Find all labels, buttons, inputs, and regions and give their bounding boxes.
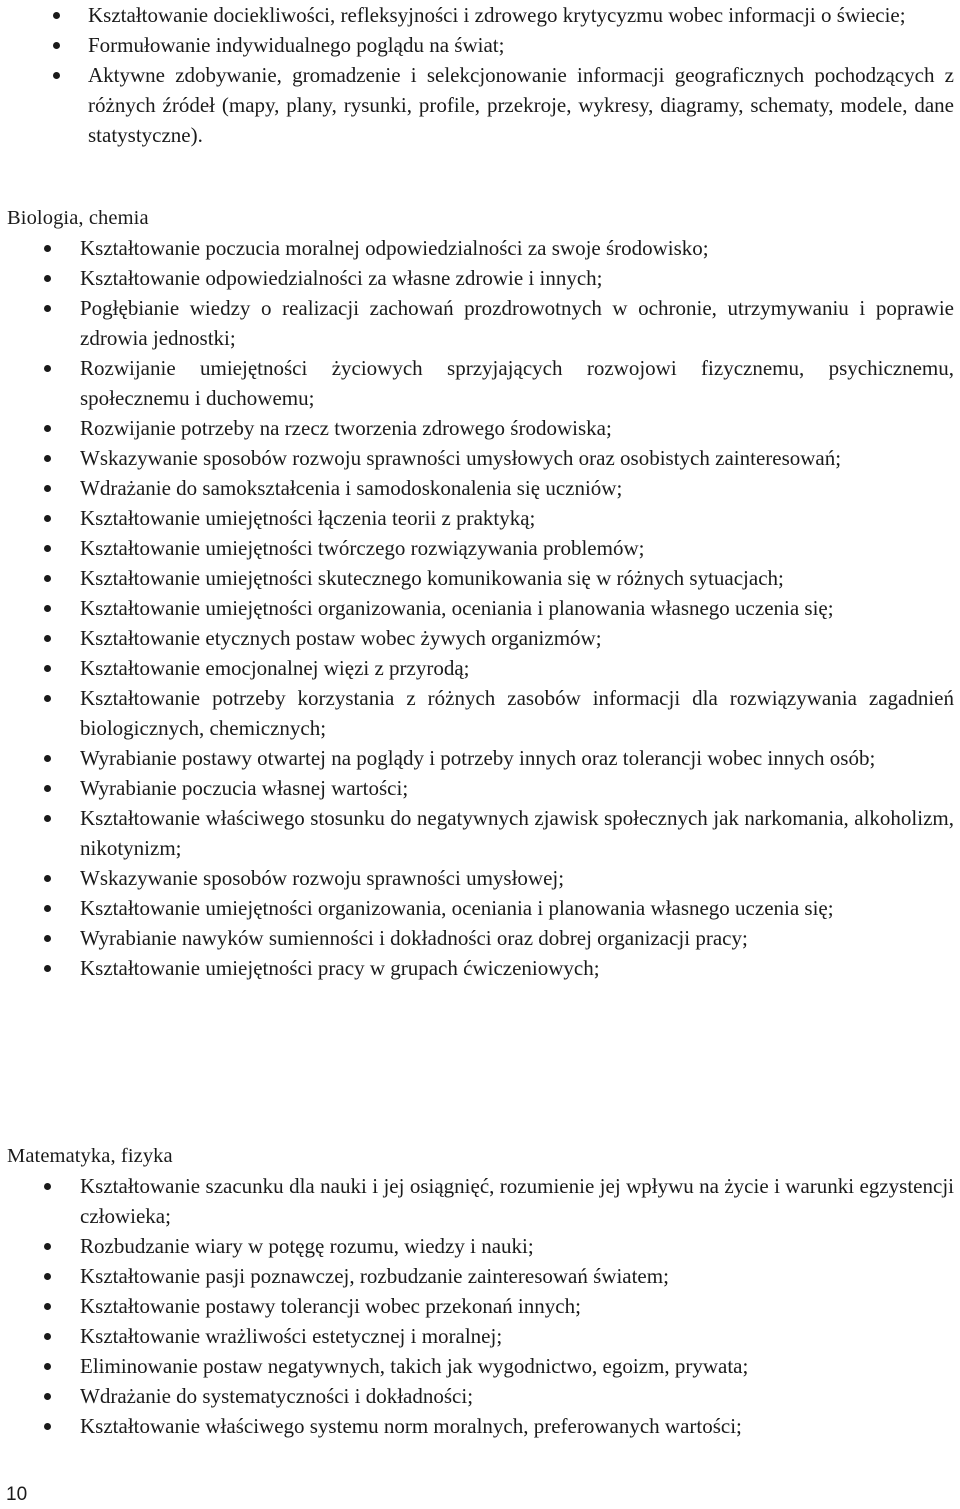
section-heading: Biologia, chemia [7,207,149,229]
list-item-text: Rozbudzanie wiary w potęgę rozumu, wiedzy i nauki; [80,1234,534,1258]
list-item-text: Wyrabianie nawyków sumienności i dokładności oraz dobrej organizacji pracy; [80,926,748,950]
bullet-icon [44,695,51,702]
list-item [0,293,960,353]
list-item [0,863,960,893]
list-item-text: Kształtowanie potrzeby korzystania z różnych zasobów informacji dla rozwiązywania zagadnień biologicznych, chemicznych; [80,686,954,740]
list-item [0,743,960,773]
bullet-icon [44,275,51,282]
list-item-text: Eliminowanie postaw negatywnych, takich jak wygodnictwo, egoizm, prywata; [80,1354,749,1378]
bullet-icon [44,755,51,762]
list-item [0,683,960,743]
bullet-icon [53,12,60,19]
bullet-icon [44,905,51,912]
bullet-icon [44,365,51,372]
list-item-text: Rozwijanie potrzeby na rzecz tworzenia zdrowego środowiska; [80,416,612,440]
list-item-text: Kształtowanie umiejętności organizowania, oceniania i planowania własnego uczenia się; [80,596,834,620]
list-item [0,30,960,60]
bullet-icon [44,1183,51,1190]
bullet-icon [44,1393,51,1400]
list-item [0,923,960,953]
list-item [0,1291,960,1321]
list-item [0,623,960,653]
list-item-text: Kształtowanie emocjonalnej więzi z przyrodą; [80,656,470,680]
list-item [0,563,960,593]
list-item-text: Formułowanie indywidualnego poglądu na świat; [88,33,505,57]
list-item-text: Wskazywanie sposobów rozwoju sprawności umysłowych oraz osobistych zainteresowań; [80,446,842,470]
list-item [0,0,960,30]
bullet-icon [44,1363,51,1370]
list-item-text: Kształtowanie dociekliwości, refleksyjności i zdrowego krytycyzmu wobec informacji o świecie; [88,3,906,27]
list-item [0,1231,960,1261]
list-item-text: Pogłębianie wiedzy o realizacji zachowań prozdrowotnych w ochronie, utrzymywaniu i poprawie zdrowia jednostki; [80,296,954,350]
bullet-icon [44,575,51,582]
list-item-text: Kształtowanie postawy tolerancji wobec przekonań innych; [80,1294,581,1318]
bullet-icon [44,665,51,672]
bullet-icon [44,785,51,792]
list-item [0,263,960,293]
list-item [0,533,960,563]
bullet-icon [44,545,51,552]
list-item [0,653,960,683]
bullet-icon [44,305,51,312]
list-item [0,953,960,983]
section-heading: Matematyka, fizyka [7,1145,173,1167]
list-item [0,413,960,443]
bullet-icon [44,515,51,522]
bullet-icon [44,425,51,432]
list-item [0,1321,960,1351]
list-item [0,1351,960,1381]
bullet-icon [44,1303,51,1310]
list-item-text: Kształtowanie umiejętności pracy w grupach ćwiczeniowych; [80,956,600,980]
bullet-icon [44,1423,51,1430]
list-item-text: Kształtowanie umiejętności twórczego rozwiązywania problemów; [80,536,645,560]
biology-list [0,233,960,983]
list-item [0,353,960,413]
list-item-text: Kształtowanie etycznych postaw wobec żywych organizmów; [80,626,602,650]
bullet-icon [44,485,51,492]
bullet-icon [44,605,51,612]
list-item [0,473,960,503]
list-item [0,773,960,803]
list-item-text: Wyrabianie poczucia własnej wartości; [80,776,409,800]
list-item-text: Kształtowanie umiejętności łączenia teorii z praktyką; [80,506,536,530]
list-item-text: Kształtowanie pasji poznawczej, rozbudzanie zainteresowań światem; [80,1264,669,1288]
list-item [0,1381,960,1411]
list-item-text: Kształtowanie odpowiedzialności za własne zdrowie i innych; [80,266,603,290]
bullet-icon [44,1243,51,1250]
bullet-icon [53,42,60,49]
list-item [0,1261,960,1291]
list-item-text: Wskazywanie sposobów rozwoju sprawności umysłowej; [80,866,565,890]
list-item [0,593,960,623]
bullet-icon [44,935,51,942]
bullet-icon [44,245,51,252]
list-item-text: Kształtowanie właściwego stosunku do negatywnych zjawisk społecznych jak narkomania, alkoholizm, nikotynizm; [80,806,954,860]
bullet-icon [44,455,51,462]
list-item-text: Kształtowanie umiejętności organizowania, oceniania i planowania własnego uczenia się; [80,896,834,920]
list-item [0,893,960,923]
list-item-text: Wdrażanie do samokształcenia i samodoskonalenia się uczniów; [80,476,623,500]
list-item-text: Rozwijanie umiejętności życiowych sprzyjających rozwojowi fizycznemu, psychicznemu, społecznemu i duchowemu; [80,356,954,410]
list-item [0,233,960,263]
intro-section [0,0,960,150]
bullet-icon [44,635,51,642]
list-item-text: Kształtowanie wrażliwości estetycznej i moralnej; [80,1324,503,1348]
math-physics-section [0,1141,960,1441]
math-list [0,1171,960,1441]
list-item-text: Kształtowanie szacunku dla nauki i jej osiągnięć, rozumienie jej wpływu na życie i warunki egzystencji człowieka; [80,1174,954,1228]
bullet-icon [53,72,60,79]
list-item [0,803,960,863]
list-item [0,1411,960,1441]
list-item [0,503,960,533]
list-item-text: Wdrażanie do systematyczności i dokładności; [80,1384,474,1408]
list-item [0,443,960,473]
list-item-text: Kształtowanie właściwego systemu norm moralnych, preferowanych wartości; [80,1414,742,1438]
list-item [0,60,960,150]
bullet-icon [44,1273,51,1280]
bullet-icon [44,815,51,822]
list-item-text: Kształtowanie umiejętności skutecznego komunikowania się w różnych sytuacjach; [80,566,784,590]
bullet-icon [44,875,51,882]
bullet-icon [44,965,51,972]
list-item [0,1171,960,1231]
list-item-text: Kształtowanie poczucia moralnej odpowiedzialności za swoje środowisko; [80,236,709,260]
bullet-icon [44,1333,51,1340]
list-item-text: Wyrabianie postawy otwartej na poglądy i potrzeby innych oraz tolerancji wobec innych osób; [80,746,876,770]
page-number: 10 [6,1484,28,1505]
list-item-text: Aktywne zdobywanie, gromadzenie i selekcjonowanie informacji geograficznych pochodzących z różnych źródeł (mapy, plany, rysunki, profile, przekroje, wykresy, diagramy, schematy, modele, dane statystyczne). [88,63,954,147]
intro-list [0,0,960,150]
biology-chemistry-section [0,203,960,983]
